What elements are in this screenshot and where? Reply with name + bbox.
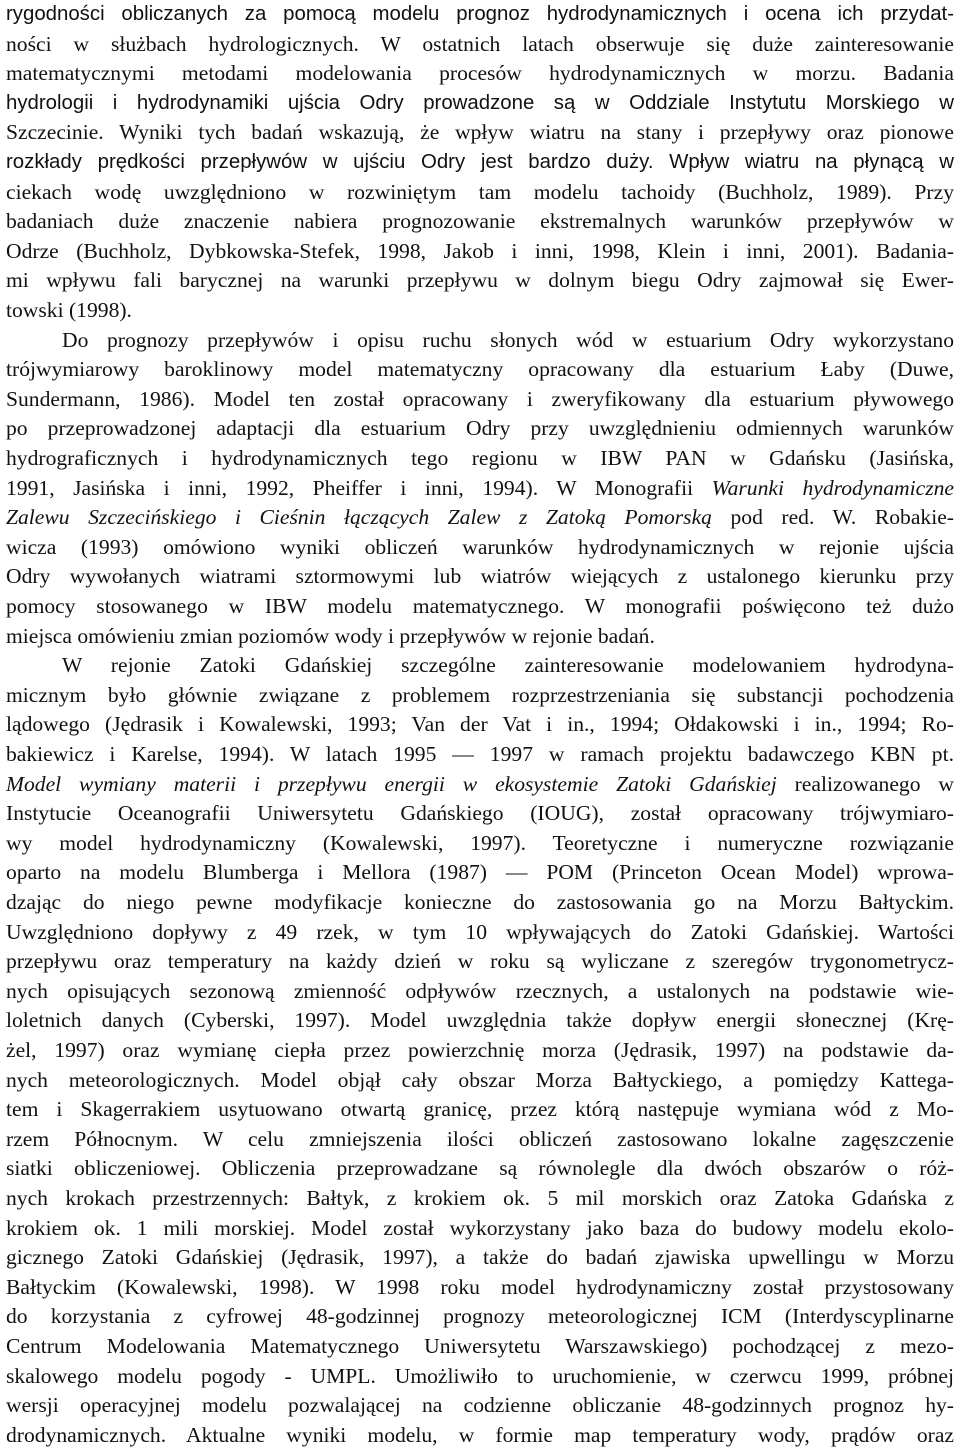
text-line: nych meteorologicznych. Model objął cały obszar Morza Bałtyckiego, a pomiędzy Kattega- [6,1067,954,1092]
text-line: trójwymiarowy baroklinowy model matematyczny opracowany dla estuarium Łaby (Duwe, [6,357,954,382]
text-line: towski (1998). [6,298,132,322]
text-line: Sundermann, 1986). Model ten został opracowany i zweryfikowany dla estuarium pływowego [6,386,954,411]
text-line: rzem Północnym. W celu zmniejszenia ilości obliczeń zastosowano lokalne zagęszczenie [6,1126,954,1151]
text-line: bakiewicz i Karelse, 1994). W latach 1995 ― 1997 w ramach projektu badawczego KBN pt. [6,742,954,766]
italic-title: Warunki hydrodynamiczne [711,475,954,500]
text-line: wicza (1993) omówiono wyniki obliczeń warunków hydrodynamicznych w rejonie ujścia [6,534,954,559]
text-line: hydrograficznych i hydrodynamicznych tego regionu w IBW PAN w Gdańsku (Jasińska, [6,446,954,470]
text-line: matematycznymi metodami modelowania procesów hydrodynamicznych w morzu. Badania [6,61,954,86]
text-line: Uwzględniono dopływy z 49 rzek, w tym 10 wpływających do Zatoki Gdańskiej. Wartości [6,919,954,944]
text-line: Odry wywołanych wiatrami sztormowymi lub wiatrów wiejących z ustalonego kierunku przy [6,564,954,589]
text-line: nych opisujących sezonową zmienność odpływów rzecznych, a ustalonych na podstawie wie- [6,978,954,1003]
text-line: dzając do niego pewne modyfikacje konieczne do zastosowania go na Morzu Bałtyckim. [6,890,954,914]
text-line: siatki obliczeniowej. Obliczenia przeprowadzane są równolegle dla dwóch obszarów o róż- [6,1156,954,1181]
text-line: skalowego modelu pogody - UMPL. Umożliwiło to uruchomienie, w czerwcu 1999, próbnej [6,1363,954,1388]
text-line: pomocy stosowanego w IBW modelu matematycznego. W monografii poświęcono też dużo [6,594,954,618]
text-segment: 1991, Jasińska i inni, 1992, Pheiffer i inni, 1994). W Monografii [6,475,712,500]
text-line: po przeprowadzonej adaptacji dla estuarium Odry przy uwzględnieniu odmiennych warunków [6,416,954,441]
text-line: ciekach wodę uwzględniono w rozwiniętym tam modelu tachoidy (Buchholz, 1989). Przy [6,179,954,204]
italic-title: Model wymiany materii i przepływu energii w ekosystemie Zatoki Gdańskiej [6,771,777,796]
text-segment: pod red. W. Robakie- [711,505,954,530]
text-line: Centrum Modelowania Matematycznego Uniwersytetu Warszawskiego) pochodzącej z mezo- [6,1334,954,1358]
text-line: krokiem ok. 1 mili morskiej. Model został wykorzystany jako baza do budowy modelu ekolo- [6,1215,954,1240]
text-line: żel, 1997) oraz wymianę ciepła przez powierzchnię morza (Jędrasik, 1997) na podstawie da- [6,1038,954,1062]
text-line: lądowego (Jędrasik i Kowalewski, 1993; Van der Vat i in., 1994; Ołdakowski i in., 1994; Ro- [6,712,954,737]
text-line [6,768,954,800]
text-line: Odrze (Buchholz, Dybkowska-Stefek, 1998, Jakob i inni, 1998, Klein i inni, 2001). Badania- [6,238,954,263]
text-line: drodynamicznych. Aktualne wyniki modelu, w formie map temperatury wody, prądów oraz [6,1422,954,1447]
text-line: hydrologii i hydrodynamiki ujścia Odry prowadzone są w Oddziale Instytutu Morskiego w [6,91,954,114]
text-line: oparto na modelu Blumberga i Mellora (1987) ― POM (Princeton Ocean Model) wprowa- [6,860,954,885]
text-line: przepływu oraz temperatury na każdy dzień w roku są wyliczane z szeregów trygonometrycz- [6,949,954,974]
text-line: do korzystania z cyfrowej 48-godzinnej prognozy meteorologicznej ICM (Interdyscyplinarne [6,1304,954,1329]
text-line: tem i Skagerrakiem usytuowano otwartą granicę, przez którą następuje wymiana wód z Mo- [6,1097,954,1122]
text-line: badaniach duże znaczenie nabiera prognozowanie ekstremalnych warunków przepływów w [6,209,954,234]
text-line [6,501,954,533]
text-line [6,472,954,504]
text-line: rygodności obliczanych za pomocą modelu prognoz hydrodynamicznych i ocena ich przydat- [6,3,954,25]
text-line: wersji operacyjnej modelu pozwalającej na codzienne obliczanie 48-godzinnych prognoz hy- [6,1393,954,1418]
text-line: ności w służbach hydrologicznych. W ostatnich latach obserwuje się duże zainteresowanie [6,31,954,56]
text-line: nych krokach przestrzennych: Bałtyk, z krokiem ok. 5 mil morskich oraz Zatoka Gdańska z [6,1186,954,1210]
text-line: loletnich danych (Cyberski, 1997). Model uwzględnia także dopływ energii słonecznej (Krę- [6,1008,954,1033]
text-line: miejsca omówieniu zmian poziomów wody i przepływów w rejonie badań. [6,623,655,648]
text-line: mi wpływu fali barycznej na warunki przepływu w dolnym biegu Odry zajmował się Ewer- [6,268,954,293]
text-line: gicznego Zatoki Gdańskiej (Jędrasik, 1997), a także do badań zjawiska upwellingu w Morzu [6,1245,954,1270]
text-segment: realizowanego w [776,771,954,796]
text-line: Bałtyckim (Kowalewski, 1998). W 1998 roku model hydrodynamiczny został przystosowany [6,1274,954,1299]
text-line: wy model hydrodynamiczny (Kowalewski, 1997). Teoretyczne i numeryczne rozwiązanie [6,830,954,855]
text-line: W rejonie Zatoki Gdańskiej szczególne zainteresowanie modelowaniem hydrodyna- [62,653,954,678]
text-line: Szczecinie. Wyniki tych badań wskazują, że wpływ wiatru na stany i przepływy oraz pionowe [6,120,954,145]
text-line: Instytucie Oceanografii Uniwersytetu Gdańskiego (IOUG), został opracowany trójwymiaro- [6,801,954,826]
text-line: rozkłady prędkości przepływów w ujściu Odry jest bardzo duży. Wpływ wiatru na płynącą w [6,151,954,173]
text-line: micznym było głównie związane z problemem rozprzestrzeniania się substancji pochodzenia [6,682,954,707]
text-line: Do prognozy przepływów i opisu ruchu słonych wód w estuarium Odry wykorzystano [62,327,954,352]
italic-title: Zalewu Szczecińskiego i Cieśnin łączących Zalew z Zatoką Pomorską [6,505,712,530]
